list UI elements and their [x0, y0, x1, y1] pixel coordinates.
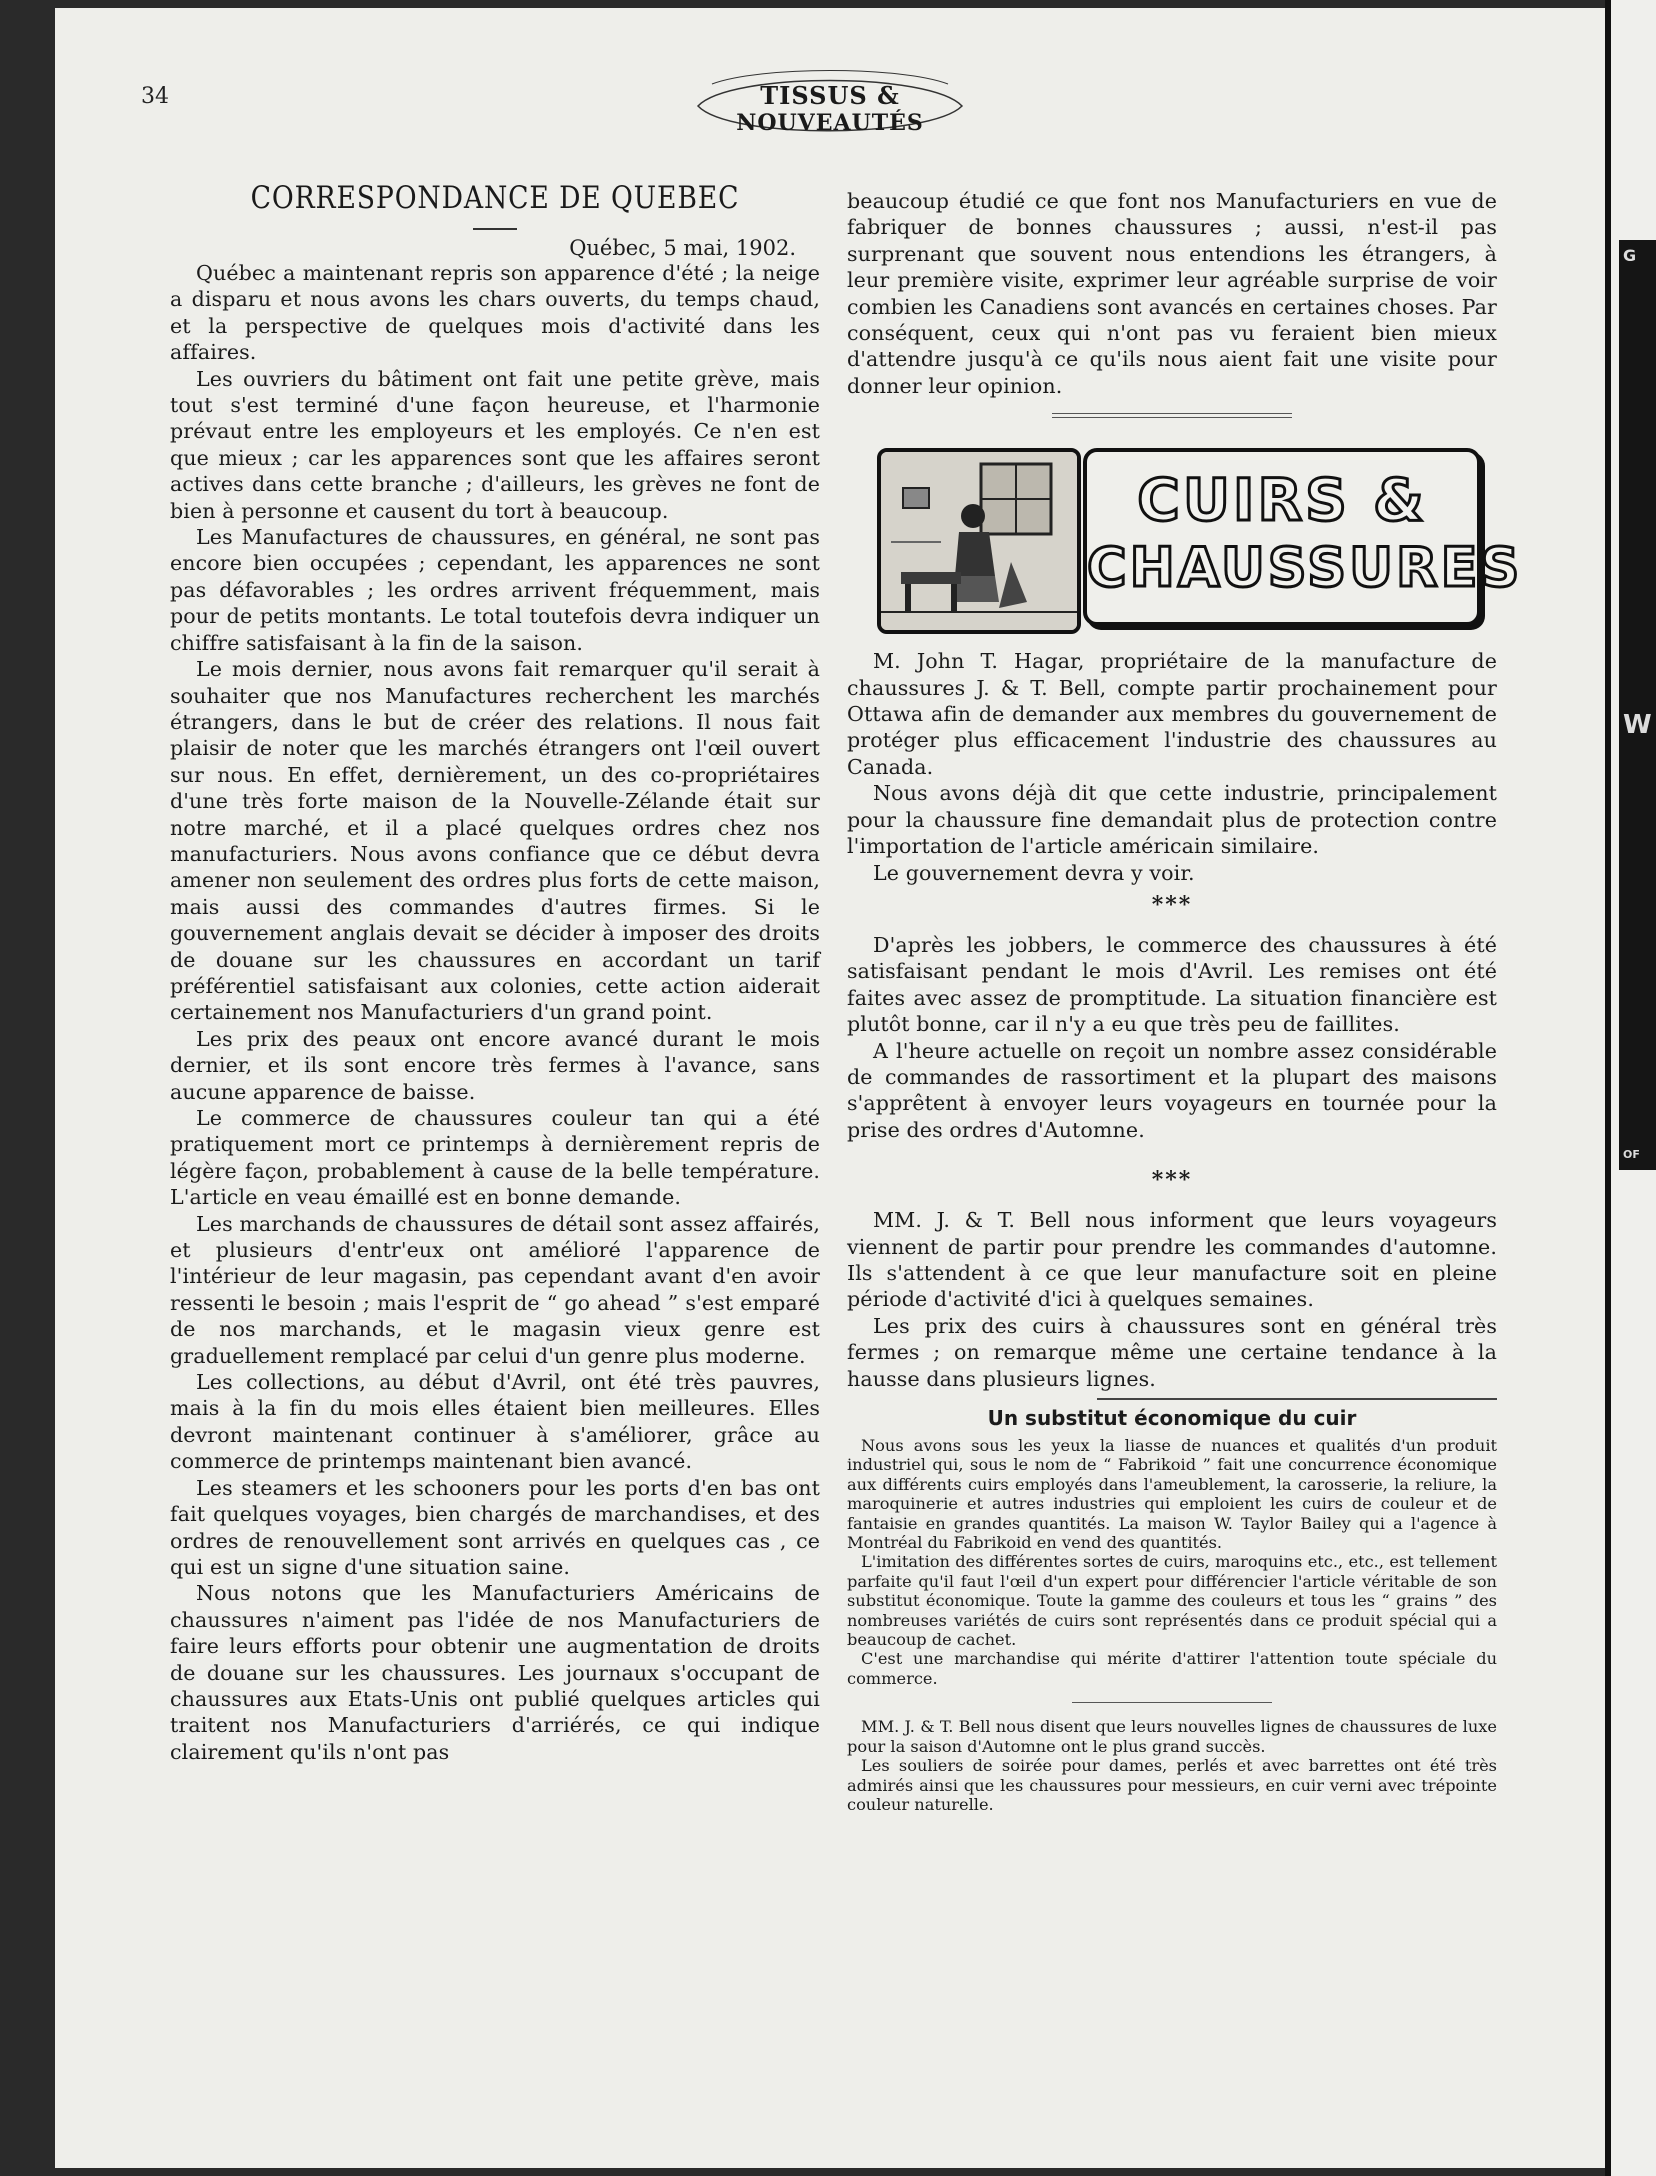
notice-subhead: Un substitut économique du cuir: [987, 1406, 1357, 1430]
right-column: [847, 188, 1523, 1814]
notice-paragraph: Nous avons sous les yeux la liasse de nuances et qualités d'un produit industriel qui, sous le nom de “ Fabrikoid ” fait une concurrence économique aux différents cuirs employés dans l'ameublement, la carosserie, la reliure, la maroquinerie et autres industries qui emploient les cuirs de couleur et de fantaisie en grandes quantités. La maison W. Taylor Bailey qui a l'agence à Montréal du Fabrikoid en vend des quantités.: [847, 1436, 1497, 1553]
notice-paragraph: MM. J. & T. Bell nous disent que leurs nouvelles lignes de chaussures de luxe pour la saison d'Automne ont le plus grand succès.: [847, 1717, 1497, 1756]
section-separator-stars: ***: [1151, 891, 1193, 918]
svg-text:NOUVEAUTÉS: NOUVEAUTÉS: [736, 110, 924, 136]
paragraph: MM. J. & T. Bell nous informent que leurs voyageurs viennent de partir pour prendre les commandes d'automne. Ils s'attendent à ce que leur manufacture soit en pleine période d'activité d'ici à quelques semaines.: [847, 1208, 1497, 1312]
paragraph: Les prix des cuirs à chaussures sont en général très fermes ; on remarque même une certaine tendance à la hausse dans plusieurs lignes.: [847, 1313, 1497, 1391]
article-headline: CORRESPONDANCE DE QUEBEC: [250, 180, 740, 216]
paragraph: Nous avons déjà dit que cette industrie, principalement pour la chaussure fine demandait plus de protection contre l'importation de l'article américain similaire.: [847, 781, 1497, 859]
facing-fragment-mid: W: [1623, 710, 1652, 740]
paragraph: D'après les jobbers, le commerce des chaussures à été satisfaisant pendant le mois d'Avril. Les remises ont été faites avec assez de promptitude. La situation financière est plutôt bonne, car il n'y a eu que très peu de faillites.: [847, 932, 1497, 1037]
masthead-logo: [690, 68, 970, 146]
paragraph: Le gouvernement devra y voir.: [873, 860, 1195, 885]
notice-divider: [1072, 1702, 1272, 1703]
cobbler-illustration: [877, 448, 1081, 634]
left-column: [170, 180, 820, 1765]
section-banner: [877, 448, 1523, 628]
paragraph: Les ouvriers du bâtiment ont fait une petite grève, mais tout s'est terminé d'une façon heureuse, et l'harmonie prévaut entre les employeurs et les employés. Ce n'en est que mieux ; car les apparences sont que les affaires seront actives dans cette branche ; d'ailleurs, les grèves ne font de bien à personne et causent du tort à beaucoup.: [170, 366, 820, 523]
paragraph: Le mois dernier, nous avons fait remarquer qu'il serait à souhaiter que nos Manufactures recherchent les marchés étrangers, dans le but de créer des relations. Il nous fait plaisir de noter que les marchés étrangers ont l'œil ouvert sur nous. En effet, dernièrement, un des co-propriétaires d'une très forte maison de la Nouvelle-Zélande était sur notre marché, et il a placé quelques ordres chez nos manufacturiers. Nous avons confiance que ce début devra amener non seulement des ordres plus forts de cette maison, mais aussi des commandes d'autres firmes. Si le gouvernement anglais devait se décider à imposer des droits de douane sur les chaussures en accordant un tarif préférentiel satisfaisant aux colonies, cette action aiderait certainement nos Manufacturiers d'un grand point.: [170, 657, 820, 1025]
paragraph: M. John T. Hagar, propriétaire de la manufacture de chaussures J. & T. Bell, compte partir prochainement pour Ottawa afin de demander aux membres du gouvernement de protéger plus efficacement l'industrie des chaussures au Canada.: [847, 649, 1497, 779]
article-dateline: Québec, 5 mai, 1902.: [569, 236, 796, 260]
paragraph: Les prix des peaux ont encore avancé durant le mois dernier, et ils sont encore très fermes à l'avance, sans aucune apparence de baisse.: [170, 1026, 820, 1104]
facing-page-edge: [1605, 0, 1656, 2176]
notice-rule: [1097, 1398, 1497, 1400]
notice-body: [847, 1436, 1497, 1814]
paragraph: Les Manufactures de chaussures, en général, ne sont pas encore bien occupées ; cependant, les apparences ne sont pas défavorables ; les ordres arrivent fréquemment, mais pour de petits montants. Le total toutefois devra indiquer un chiffre satisfaisant à la fin de la saison.: [170, 525, 820, 655]
section-separator-stars: ***: [1151, 1167, 1193, 1194]
paragraph: Les marchands de chaussures de détail sont assez affairés, et plusieurs d'entr'eux ont amélioré l'apparence de l'intérieur de leur magasin, pas cependant avant d'en avoir ressenti le besoin ; mais l'esprit de “ go ahead ” s'est emparé de nos marchands, et le magasin vieux genre est graduellement remplacé par celui d'un genre plus moderne.: [170, 1211, 821, 1368]
paragraph: Les collections, au début d'Avril, ont été très pauvres, mais à la fin du mois elles étaient bien meilleures. Elles devront maintenant continuer à s'améliorer, grâce au commerce de printemps maintenant bien avancé.: [170, 1370, 820, 1474]
headline-rule: [473, 228, 517, 230]
facing-fragment-bottom: OF: [1623, 1148, 1640, 1161]
section-title-line1: CUIRS &: [1137, 466, 1427, 535]
page-number: 34: [141, 84, 169, 109]
paragraph: Les steamers et les schooners pour les ports d'en bas ont fait quelques voyages, bien chargés de marchandises, et des ordres de renouvellement sont arrivés en quelques cas , ce qui est un signe d'une situation saine.: [170, 1475, 820, 1579]
notice-paragraph: C'est une marchandise qui mérite d'attirer l'attention toute spéciale du commerce.: [847, 1649, 1497, 1688]
article-body-right: [847, 188, 1497, 399]
paragraph: Québec a maintenant repris son apparence d'été ; la neige a disparu et nous avons les chars ouverts, du temps chaud, et la perspective de quelques mois d'activité dans les affaires.: [170, 261, 820, 365]
facing-fragment-top: G: [1623, 246, 1637, 265]
paragraph: A l'heure actuelle on reçoit un nombre assez considérable de commandes de rassortiment et la plupart des maisons s'apprêtent à envoyer leurs voyageurs en tournée pour la prise des ordres d'Automne.: [847, 1038, 1497, 1142]
section-body: [847, 648, 1497, 1392]
notice-paragraph: Les souliers de soirée pour dames, perlés et avec barrettes ont été très admirés ainsi que les chaussures pour messieurs, en cuir verni avec trépointe couleur naturelle.: [847, 1756, 1497, 1814]
paragraph-continuation: beaucoup étudié ce que font nos Manufacturiers en vue de fabriquer de bonnes chaussures ; aussi, n'est-il pas surprenant que souvent nous entendions les étrangers, à leur première visite, exprimer leur agréable surprise de voir combien les Canadiens sont avancés en certaines choses. Par conséquent, ceux qui n'ont pas vu feraient bien mieux d'attendre jusqu'à ce qu'ils nous aient fait une visite pour donner leur opinion.: [847, 189, 1497, 398]
facing-page-advert: [1619, 240, 1656, 1170]
section-title-box: [1083, 448, 1523, 626]
notice-paragraph: L'imitation des différentes sortes de cuirs, maroquins etc., etc., est tellement parfaite qu'il faut l'œil d'un expert pour différencier l'article véritable de son substitut économique. Toute la gamme des couleurs et tous les “ grains ” des nombreuses variétés de cuirs sont représentés dans ce produit spécial qui a beaucoup de cachet.: [847, 1552, 1497, 1650]
paragraph: Le commerce de chaussures couleur tan qui a été pratiquement mort ce printemps à dernièrement repris de légère façon, probablement à cause de la belle température. L'article en veau émaillé est en bonne demande.: [170, 1106, 820, 1210]
svg-text:TISSUS &: TISSUS &: [760, 81, 900, 110]
article-body-left: [170, 260, 820, 1765]
article-end-rule: [1052, 413, 1292, 418]
section-title-line2: CHAUSSURES: [1087, 536, 1523, 600]
paragraph: Nous notons que les Manufacturiers Américains de chaussures n'aiment pas l'idée de nos Manufacturiers de faire leurs efforts pour obtenir une augmentation de droits de douane sur les chaussures. Les journaux s'occupant de chaussures aux Etats-Unis ont publié quelques articles qui traitent nos Manufacturiers d'arriérés, ce qui indique clairement qu'ils n'ont pas: [170, 1581, 820, 1764]
